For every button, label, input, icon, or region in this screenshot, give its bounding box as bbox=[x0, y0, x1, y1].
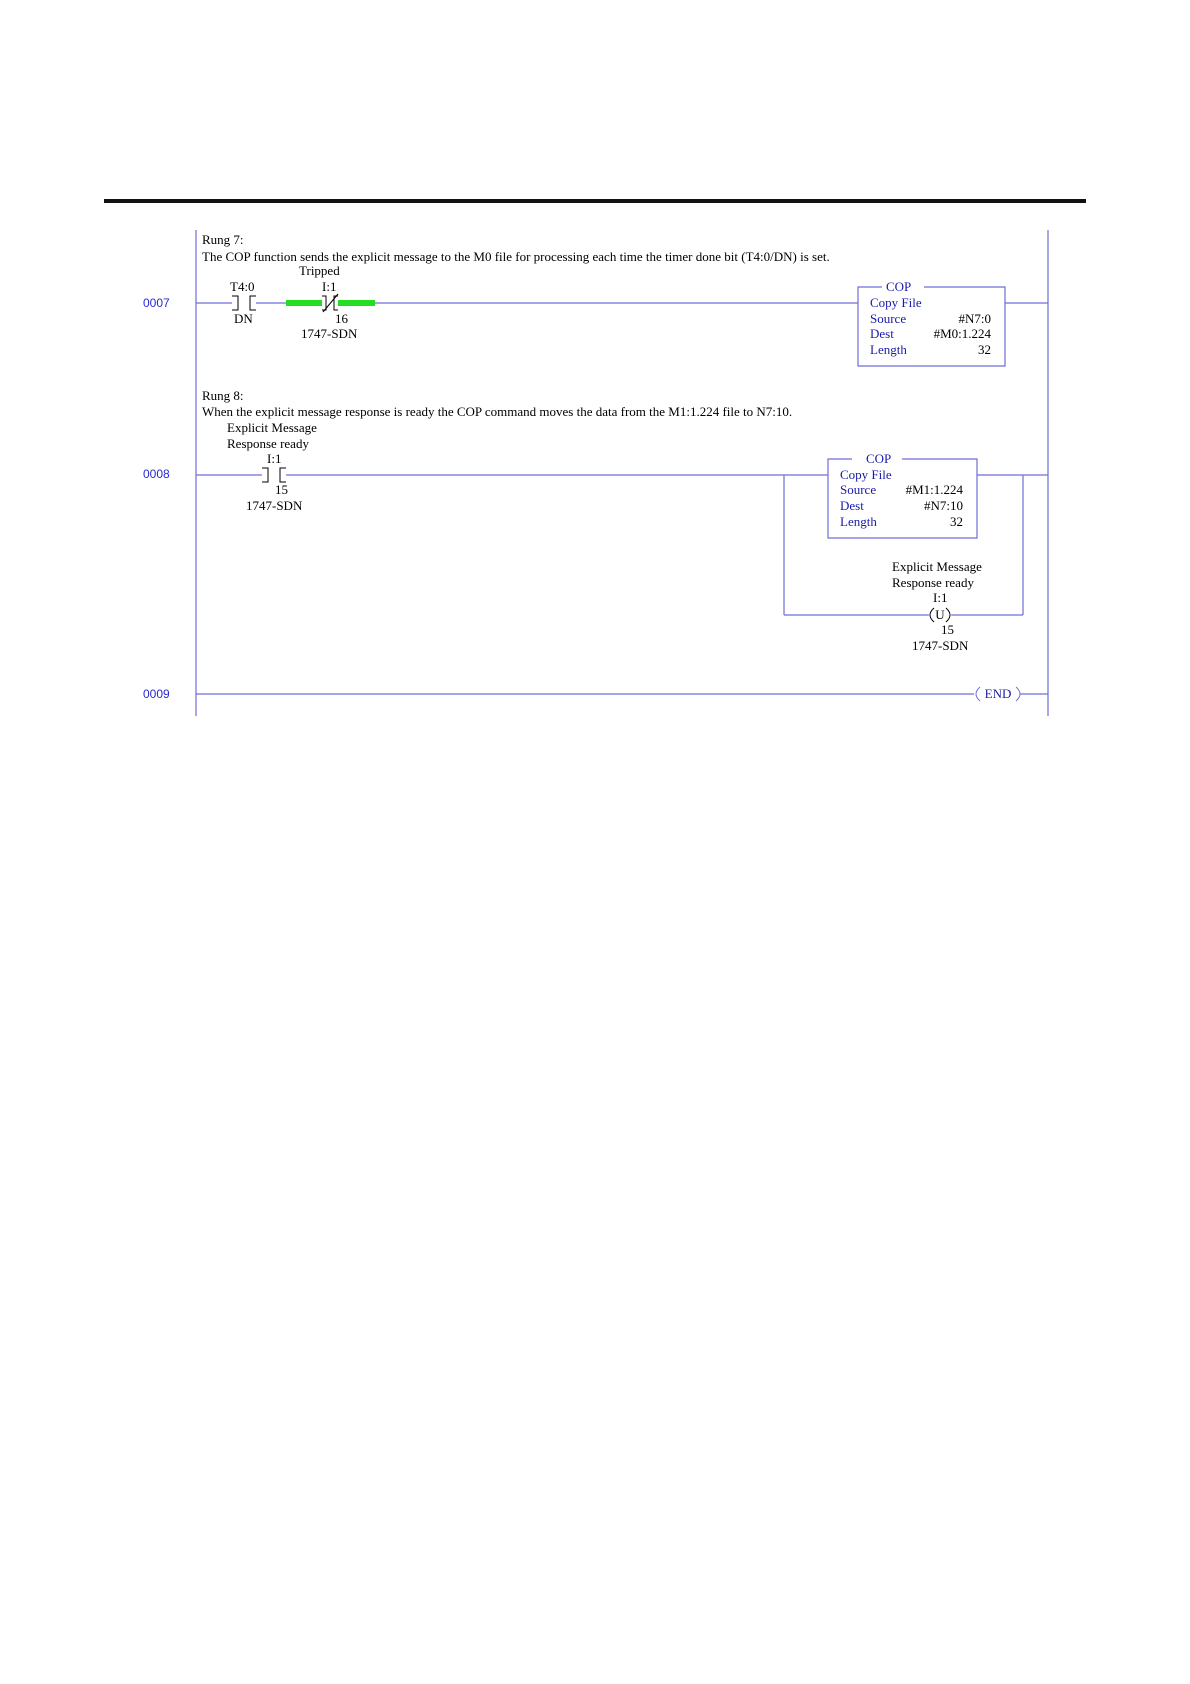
rung8-contact-desc2: Response ready bbox=[227, 436, 309, 451]
rung7-cop-title: Copy File bbox=[870, 295, 922, 310]
rung8-cop-source-label: Source bbox=[840, 482, 877, 497]
rung7-cop-source-label: Source bbox=[870, 311, 907, 326]
rung8-cop-title: Copy File bbox=[840, 467, 892, 482]
rung8-cop-dest-value: #N7:10 bbox=[924, 498, 963, 513]
rung7-contact-tripped-xio[interactable] bbox=[322, 294, 338, 312]
rung8-contact-address: I:1 bbox=[267, 451, 282, 466]
rung7-number: 0007 bbox=[143, 296, 170, 310]
rung7-contact1-address: T4:0 bbox=[230, 279, 255, 294]
rung8-cop-source-value: #M1:1.224 bbox=[905, 482, 963, 497]
rung8-title: Rung 8: bbox=[202, 388, 244, 403]
rung8-number: 0008 bbox=[143, 467, 170, 481]
rung8-comment: When the explicit message response is ready the COP command moves the data from the M1:1.224 file to N7:10. bbox=[202, 404, 793, 419]
rung9-end-label: END bbox=[984, 686, 1012, 701]
rung7-cop-dest-label: Dest bbox=[870, 326, 894, 341]
rung7-cop-name: COP bbox=[886, 279, 912, 294]
rung8-contact-bit: 15 bbox=[275, 482, 288, 497]
rung7-cop-length-label: Length bbox=[870, 342, 907, 357]
rung7-title: Rung 7: bbox=[202, 232, 244, 247]
rung9-number: 0009 bbox=[143, 687, 170, 701]
rung7-cop-dest-value: #M0:1.224 bbox=[933, 326, 991, 341]
rung8-contact-response-ready[interactable] bbox=[262, 468, 286, 482]
rung8-contact-device: 1747-SDN bbox=[246, 498, 303, 513]
rung8-unlatch-symbol: U bbox=[935, 607, 945, 622]
rung7-cop-length-value: 32 bbox=[978, 342, 991, 357]
rung8-unlatch-desc2: Response ready bbox=[892, 575, 974, 590]
rung7-contact2-device: 1747-SDN bbox=[301, 326, 358, 341]
rung8-unlatch-desc1: Explicit Message bbox=[892, 559, 982, 574]
rung8-contact-desc1: Explicit Message bbox=[227, 420, 317, 435]
rung7-contact2-address: I:1 bbox=[322, 279, 337, 294]
rung7-contact2-description: Tripped bbox=[299, 263, 340, 278]
rung8-unlatch-device: 1747-SDN bbox=[912, 638, 969, 653]
rung8-unlatch-bit: 15 bbox=[941, 622, 954, 637]
rung7-contact-t4-dn[interactable] bbox=[232, 296, 256, 310]
rung8-cop-name: COP bbox=[866, 451, 892, 466]
rung8-cop-length-value: 32 bbox=[950, 514, 963, 529]
rung7-contact2-bit: 16 bbox=[335, 311, 348, 326]
rung8-unlatch-address: I:1 bbox=[933, 590, 948, 605]
rung7-cop-source-value: #N7:0 bbox=[958, 311, 991, 326]
rung7-contact1-bit: DN bbox=[234, 311, 253, 326]
rung8-cop-dest-label: Dest bbox=[840, 498, 864, 513]
rung7-comment: The COP function sends the explicit message to the M0 file for processing each time the timer done bit (T4:0/DN) is set. bbox=[202, 249, 830, 264]
rung8-cop-length-label: Length bbox=[840, 514, 877, 529]
